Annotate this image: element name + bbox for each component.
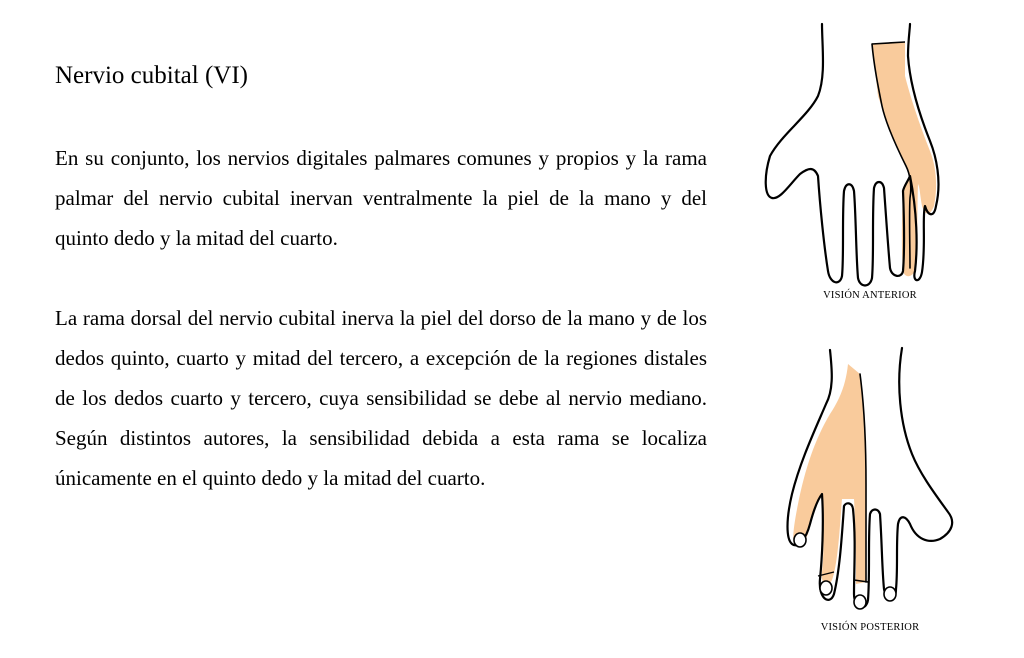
paragraph-dorsal: La rama dorsal del nervio cubital inerva la piel del dorso de la mano y de los dedos quinto, cuarto y mitad del tercero, a excepción de la regiones distales de los dedos cuarto y tercero, cuya sensibilidad se debe al nervio mediano. Según distintos autores, la sensibilidad debida a esta rama se localiza únicamente en el quinto dedo y la mitad del cuarto. (55, 306, 707, 490)
caption-posterior: VISIÓN POSTERIOR (820, 622, 920, 633)
caption-anterior: VISIÓN ANTERIOR (823, 290, 917, 301)
hand-dorsal-icon (760, 344, 980, 620)
nail-4-dorsal (820, 581, 832, 595)
figure-posterior (760, 344, 980, 633)
hand-palmar-icon (760, 16, 980, 288)
nail-5-dorsal (794, 533, 806, 547)
nail-2-dorsal (884, 587, 896, 601)
paragraph-palmar: En su conjunto, los nervios digitales palmares comunes y propios y la rama palmar del nervio cubital inervan ventralmente la piel de la mano y del quinto dedo y la mitad del cuarto. (55, 146, 707, 250)
nail-3-dorsal (854, 595, 866, 609)
figure-anterior (760, 16, 980, 301)
page-title: Nervio cubital (VI) (55, 62, 248, 89)
text-column (55, 56, 707, 498)
